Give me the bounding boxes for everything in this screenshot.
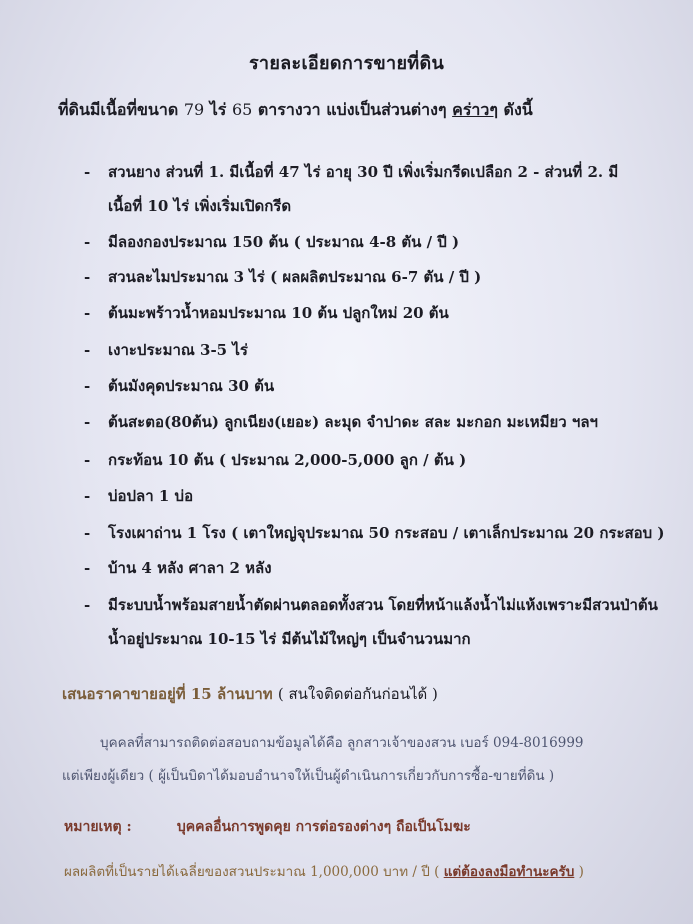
list-item: - บ้าน 4 หลัง ศาลา 2 หลัง	[84, 559, 272, 577]
remark-text: บุคคลอื่นการพูดคุย การต่อรองต่างๆ ถือเป็นโมฆะ	[176, 819, 471, 835]
offer-line	[62, 682, 438, 706]
list-item: - สวนละไมประมาณ 3 ไร่ ( ผลผลิตประมาณ 6-7 ตัน / ปี )	[84, 268, 482, 286]
rai-unit: ไร่	[209, 100, 227, 119]
offer-text: เสนอราคาขายอยู่ที่ 15 ล้านบาท	[62, 685, 273, 703]
list-item: - บ่อปลา 1 บ่อ	[84, 487, 194, 505]
list-item: - สวนยาง ส่วนที่ 1. มีเนื้อที่ 47 ไร่ อายุ 30 ปี เพิ่งเริ่มกรีดเปลือก 2 - ส่วนที่ 2. มี เนื้อที่ 10 ไร่ เพิ่งเริ่มเปิดกรีด	[84, 163, 619, 215]
document-title: รายละเอียดการขายที่ดิน	[248, 53, 445, 74]
contact-line-2: แต่เพียงผู้เดียว ( ผู้เป็นบิดาได้มอบอำนาจให้เป็นผู้ดำเนินการเกี่ยวกับการซื้อ-ขายที่ดิน )	[62, 768, 555, 784]
wa-value: 65	[231, 100, 253, 119]
remark-label: หมายเหตุ :	[64, 819, 132, 835]
intro-text-after: แบ่งเป็นส่วนต่างๆ	[326, 100, 447, 119]
list-item: - กระท้อน 10 ต้น ( ประมาณ 2,000-5,000 ลูก / ต้น )	[84, 451, 467, 469]
list-item: - ต้นสะตอ(80ต้น) ลูกเนียง(เยอะ) ละมุด จำปาดะ สละ มะกอก มะเหมียว ฯลฯ	[84, 413, 598, 431]
income-text: ผลผลิตที่เป็นรายได้เฉลี่ยของสวนประมาณ 1,000,000 บาท / ปี (	[64, 864, 440, 880]
income-close: )	[578, 864, 584, 880]
offer-note: ( สนใจติดต่อกันก่อนได้ )	[277, 685, 438, 703]
intro-text-before: ที่ดินมีเนื้อที่ขนาด	[58, 100, 179, 119]
list-item: - มีระบบน้ำพร้อมสายน้ำตัดผ่านตลอดทั้งสวน โดยที่หน้าแล้งน้ำไม่แห้งเพราะมีสวนป่าต้น น้ำอยู่ประมาณ 10-15 ไร่ มีต้นไม้ใหญ่ๆ เป็นจำนวนมาก	[84, 596, 658, 648]
rai-value: 79	[183, 100, 205, 119]
income-line	[64, 860, 584, 882]
wa-unit: ตารางวา	[257, 100, 321, 119]
list-item: - ต้นมังคุดประมาณ 30 ต้น	[84, 377, 275, 395]
intro-underlined: คร่าวๆ	[452, 100, 498, 119]
list-item: - เงาะประมาณ 3-5 ไร่	[84, 341, 248, 359]
list-item: - ต้นมะพร้าวน้ำหอมประมาณ 10 ต้น ปลูกใหม่ 20 ต้น	[84, 304, 449, 322]
remark-line	[64, 816, 471, 838]
intro-ending: ดังนี้	[503, 100, 533, 119]
income-underlined: แต่ต้องลงมือทำนะครับ	[443, 864, 575, 880]
list-item: - โรงเผาถ่าน 1 โรง ( เตาใหญ่จุประมาณ 50 กระสอบ / เตาเล็กประมาณ 20 กระสอบ )	[84, 524, 665, 542]
intro-line	[58, 98, 678, 123]
list-item: - มีลองกองประมาณ 150 ต้น ( ประมาณ 4-8 ตัน / ปี )	[84, 233, 460, 251]
contact-line-1: บุคคลที่สามารถติดต่อสอบถามข้อมูลได้คือ ลูกสาวเจ้าของสวน เบอร์ 094-8016999	[100, 735, 584, 751]
